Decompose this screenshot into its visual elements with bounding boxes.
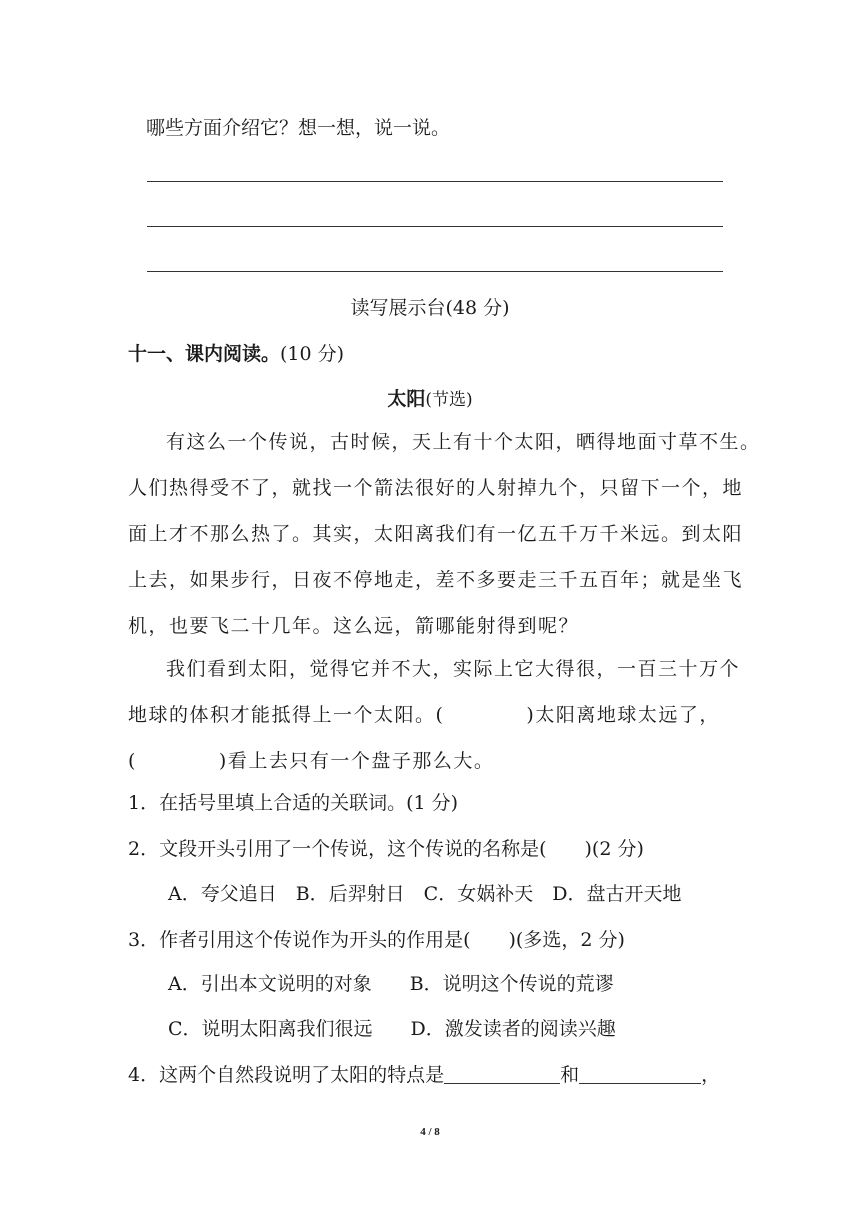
answer-line-2: [147, 226, 723, 227]
question-3-options-row-1: A．引出本文说明的对象 B．说明这个传说的荒谬: [168, 973, 614, 995]
paragraph-1-line: 上去，如果步行，日夜不停地走，差不多要走三千五百年；就是坐飞: [128, 569, 744, 591]
paragraph-2-line: 地球的体积才能抵得上一个太阳。( )太阳离地球太远了，: [128, 704, 720, 726]
paragraph-2-line: ( )看上去只有一个盘子那么大。: [128, 750, 495, 772]
question-2: 2．文段开头引用了一个传说，这个传说的名称是( )(2 分): [128, 838, 644, 860]
passage-title-note: (节选): [425, 390, 473, 410]
question-heading-number: 十一、课内阅读。: [128, 343, 281, 365]
paragraph-1-line: 有这么一个传说，古时候，天上有十个太阳，晒得地面寸草不生。: [166, 431, 761, 453]
passage-paragraph-1: [128, 419, 761, 649]
paragraph-1-line: 机，也要飞二十几年。这么远，箭哪能射得到呢？: [128, 615, 580, 637]
page-number: 4 / 8: [420, 1126, 440, 1138]
question-4-blank-2[interactable]: [579, 1063, 701, 1084]
question-4: [128, 1062, 720, 1088]
question-4-suffix: ，: [701, 1064, 721, 1086]
paragraph-1-line: 人们热得受不了，就找一个箭法很好的人射掉九个，只留下一个，地: [128, 477, 744, 499]
question-3: 3．作者引用这个传说作为开头的作用是( )(多选，2 分): [128, 929, 625, 951]
passage-title-text: 太阳: [387, 388, 426, 410]
passage-paragraph-2: [128, 646, 740, 784]
intro-line: 哪些方面介绍它？想一想，说一说。: [146, 117, 451, 139]
answer-line-1: [147, 181, 723, 182]
paragraph-1-line: 面上才不那么热了。其实，太阳离我们有一亿五千万千米远。到太阳: [128, 523, 744, 545]
section-title: 读写展示台(48 分): [350, 297, 510, 319]
question-2-options: A．夸父追日 B．后羿射日 C．女娲补天 D．盘古开天地: [168, 883, 682, 905]
paragraph-2-line: 我们看到太阳，觉得它并不大，实际上它大得很，一百三十万个: [166, 658, 741, 680]
question-1: 1．在括号里填上合适的关联词。(1 分): [128, 792, 459, 814]
question-4-blank-1[interactable]: [444, 1063, 560, 1084]
question-heading: [128, 341, 344, 367]
answer-line-3: [147, 271, 723, 272]
question-heading-score: (10 分): [280, 343, 345, 365]
question-4-prefix: 4．这两个自然段说明了太阳的特点是: [128, 1064, 445, 1086]
question-3-options-row-2: C．说明太阳离我们很远 D．激发读者的阅读兴趣: [168, 1018, 616, 1040]
question-4-middle: 和: [560, 1064, 580, 1086]
passage-title: [0, 386, 860, 413]
